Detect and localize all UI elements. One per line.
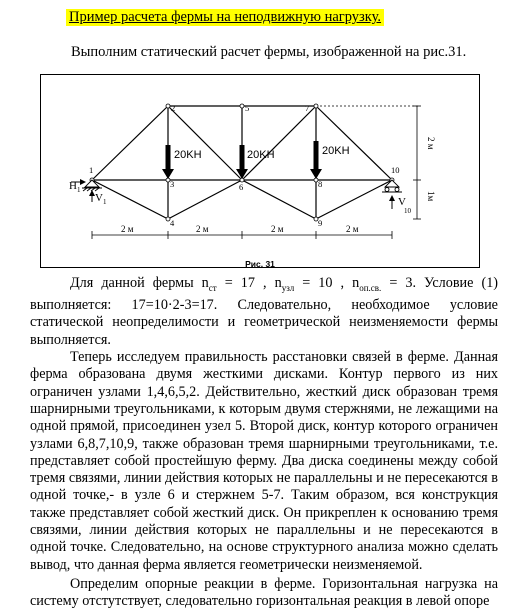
figure-caption: Рис. 31: [245, 259, 275, 269]
h1-sub: 1: [76, 186, 81, 194]
svg-text:V1: [95, 192, 107, 206]
node-label-9: 9: [318, 218, 323, 228]
height-label-bottom: 1м: [426, 191, 436, 202]
body-text: [30, 275, 498, 610]
node-label-3: 3: [170, 179, 175, 189]
page-title: Пример расчета фермы на неподвижную нагрузку.: [66, 9, 384, 26]
paragraph-analysis: Теперь исследуем правильность расстановки связей в ферме. Данная ферма образована двумя жесткими дисками. Контур первого из них ограничен узлами 1,4,6,5,2. Действительно, жесткий диск образован тремя шарнирными треугольниками, к которым двумя стержнями, не лежащими на одной прямой, присоединен узел 5. Второй диск, контур которого ограничен узлами 6,8,7,10,9, также образован тремя шарнирными треугольниками, т.е. представляет собой простейшую ферму. Два диска соединены между собой тремя связями, линии действия которых не параллельны и не пересекаются в одной точке,- в узле 6 и стержнем 5-7. Таким образом, вся конструкция также представляет собой жесткий диск. Он прикреплен к основанию тремя связями, линии действия которых не параллельны и не пересекаются в одной точке. Следовательно, на основе структурного анализа можно сделать вывод, что данная ферма является геометрически неизменяемой.: [30, 349, 498, 573]
node-label-4: 4: [170, 218, 175, 228]
h1-label: H: [69, 180, 77, 192]
node-label-6: 6: [239, 182, 244, 192]
node-label-8: 8: [318, 179, 323, 189]
truss-diagram: [41, 75, 481, 269]
node-label-5: 5: [245, 103, 250, 113]
node-label-10: 10: [391, 165, 400, 175]
v10-sub: 10: [403, 207, 411, 215]
paragraph-reactions: Определим опорные реакции в ферме. Горизонтальная нагрузка на систему отстутствует, следовательно горизонтальная реакция в левой опоре: [30, 575, 498, 610]
intro-line: Выполним статический расчет фермы, изображенной на рис.31.: [71, 44, 467, 60]
truss-figure: [40, 74, 480, 268]
load-label-3: 20KH: [322, 145, 350, 157]
para1-lead: Для данной фермы: [70, 275, 194, 291]
right-support: [382, 180, 402, 192]
dimension-lines: [92, 106, 421, 239]
paragraph-conditions: Для данной фермы $n_{ст} = 17$ , $n_{узл} = 10$ , $n_{оп.св.} = 3$. Условие (1) выполняется: 17=10·2-3=17. Следовательно, необходимое условие статической неопределимости и геометрической неизменяемости фермы выполняется.: [30, 275, 499, 348]
span-label-4: 2 м: [346, 224, 359, 234]
node-label-2: 2: [171, 103, 176, 113]
span-label-1: 2 м: [121, 224, 134, 234]
node-label-7: 7: [305, 103, 310, 113]
load-labels: [174, 145, 350, 161]
span-label-3: 2 м: [271, 224, 284, 234]
node-label-1: 1: [89, 165, 94, 175]
v1-label: V: [95, 192, 103, 204]
v1-sub: 1: [102, 198, 107, 206]
load-label-2: 20KH: [247, 149, 275, 161]
v10-label: V: [398, 196, 406, 208]
svg-text:V10: [398, 196, 411, 215]
height-label-top: 2 м: [426, 137, 436, 150]
load-label-1: 20KH: [174, 149, 202, 161]
span-label-2: 2 м: [196, 224, 209, 234]
